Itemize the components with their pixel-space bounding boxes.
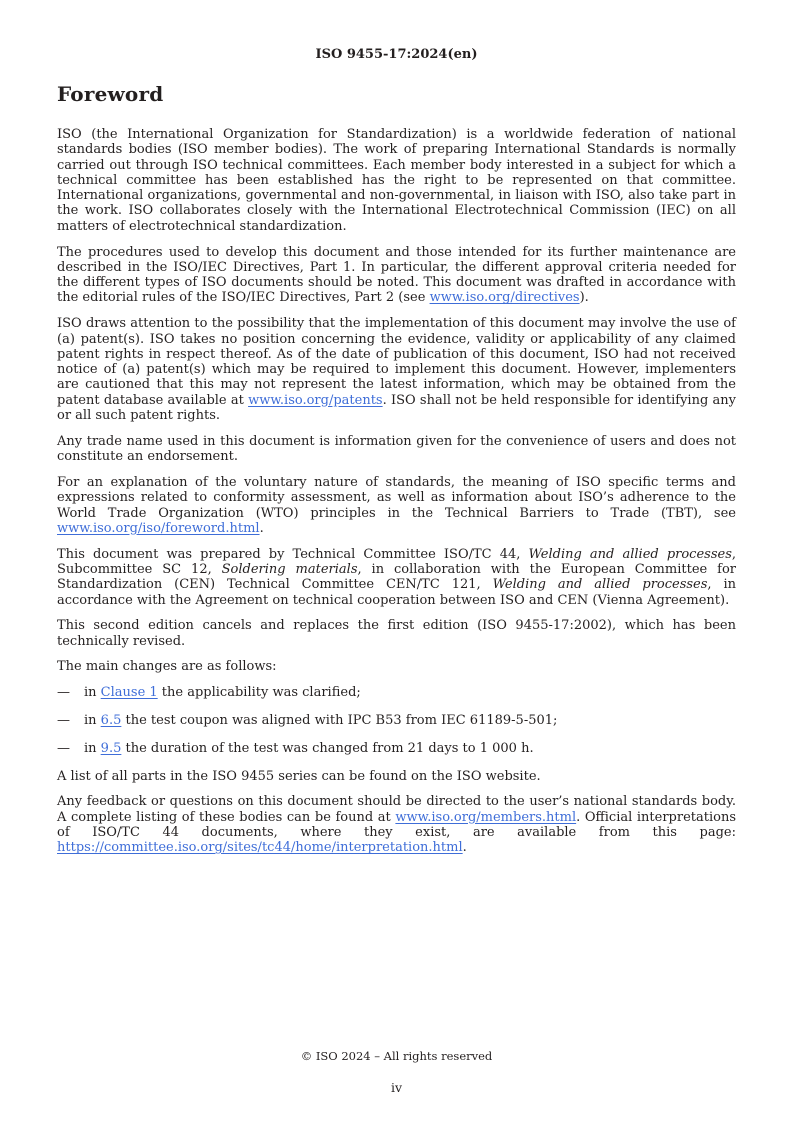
text-run: Any trade name used in this document is information given for the convenience of users and does not constitute an endorsement. bbox=[57, 433, 736, 465]
text-run: the test coupon was aligned with IPC B53 from IEC 61189-5-501; bbox=[121, 713, 558, 728]
text-run: A list of all parts in the ISO 9455 series can be found on the ISO website. bbox=[57, 768, 541, 784]
text-run: . ISO shall not be held responsible for identifying any or all such patent rights. bbox=[57, 392, 736, 424]
text-run: , in accordance with the Agreement on technical cooperation between ISO and CEN (Vienna Agreement). bbox=[57, 577, 737, 608]
dash-bullet: — bbox=[57, 740, 70, 756]
italic-text: Welding and allied processes bbox=[492, 577, 708, 593]
italic-text: Soldering materials bbox=[221, 561, 358, 577]
text-run: ). bbox=[579, 290, 589, 306]
footer-copyright: © ISO 2024 – All rights reserved bbox=[300, 1049, 493, 1063]
text-run: This document was prepared by Technical Committee ISO/TC 44, bbox=[57, 546, 529, 562]
list-item bbox=[57, 741, 736, 756]
text-run: Any feedback or questions on this document should be directed to the user’s national standards body. A complete listing of these bodies can be found at bbox=[57, 794, 736, 825]
link-iso-directives[interactable]: www.iso.org/directives bbox=[429, 290, 580, 306]
text-run: in bbox=[84, 740, 101, 756]
paragraph bbox=[57, 475, 736, 536]
text-run: , in collaboration with the European Committee for Standardization (CEN) Technical Committee CEN/TC 121, bbox=[57, 561, 736, 593]
paragraph bbox=[57, 127, 736, 234]
link-iso-foreword[interactable]: www.iso.org/iso/foreword.html bbox=[57, 520, 260, 536]
text-run: The main changes are as follows: bbox=[57, 659, 277, 675]
text-run: the applicability was clarified; bbox=[157, 685, 361, 701]
list-item bbox=[57, 685, 736, 700]
text-run: ISO draws attention to the possibility that the implementation of this document may involve the use of (a) patent(s). ISO takes no position concerning the evidence, validity or applicability of any claimed patent rights in respect thereof. As of the date of publication of this document, ISO had not received notice of (a) patent(s) which may be required to implement this document. However, implementers are cautioned that this may not represent the latest information, which may be obtained from the patent database available at bbox=[57, 316, 736, 408]
text-run: in bbox=[84, 685, 101, 701]
text-run: in bbox=[84, 713, 101, 728]
running-header: ISO 9455-17:2024(en) bbox=[315, 47, 478, 62]
text-run: , Subcommittee SC 12, bbox=[57, 546, 737, 577]
text-run: For an explanation of the voluntary nature of standards, the meaning of ISO specific terms and expressions related to conformity assessment, as well as information about ISO’s adherence to the World Trade Organization (WTO) principles in the Technical Barriers to Trade (TBT), see bbox=[57, 474, 736, 521]
link-6-5[interactable]: 6.5 bbox=[100, 713, 122, 728]
text-run: the duration of the test was changed from 21 days to 1 000 h. bbox=[121, 740, 534, 756]
text-run: . bbox=[259, 520, 264, 536]
paragraph bbox=[57, 659, 736, 674]
page-number: iv bbox=[390, 1080, 403, 1095]
text-run: The procedures used to develop this document and those intended for its further maintenance are described in the ISO/IEC Directives, Part 1. In particular, the different approval criteria needed for the different types of ISO documents should be noted. This document was drafted in accordance with the editorial rules of the ISO/IEC Directives, Part 2 (see bbox=[57, 244, 736, 306]
dash-bullet: — bbox=[57, 713, 70, 728]
link-tc44-interpretation[interactable]: https://committee.iso.org/sites/tc44/home/interpretation.html bbox=[57, 840, 463, 856]
list-item-text bbox=[84, 741, 736, 756]
paragraph bbox=[57, 769, 736, 784]
link-iso-members[interactable]: www.iso.org/members.html bbox=[395, 809, 577, 825]
paragraph bbox=[57, 245, 736, 306]
paragraph bbox=[57, 618, 736, 649]
italic-text: Welding and allied processes bbox=[528, 546, 732, 562]
text-run: ISO (the International Organization for Standardization) is a worldwide federation of national standards bodies (ISO member bodies). The work of preparing International Standards is normally carried out through ISO technical committees. Each member body interested in a subject for which a technical committee has been established has the right to be represented on that committee. International organizations, governmental and non-governmental, in liaison with ISO, also take part in the work. ISO collaborates closely with the International Electrotechnical Commission (IEC) on all matters of electrotechnical standardization. bbox=[57, 127, 736, 234]
page-title: Foreword bbox=[57, 82, 164, 106]
link-iso-patents[interactable]: www.iso.org/patents bbox=[248, 392, 383, 408]
text-run: . bbox=[462, 840, 467, 856]
paragraph bbox=[57, 794, 736, 855]
list-item-text bbox=[84, 685, 736, 700]
list-item bbox=[57, 713, 736, 728]
text-run: . Official interpretations of ISO/TC 44 documents, where they exist, are available from this page: bbox=[57, 809, 736, 840]
link-clause-1[interactable]: Clause 1 bbox=[100, 685, 158, 701]
paragraph bbox=[57, 434, 736, 465]
link-9-5[interactable]: 9.5 bbox=[100, 740, 122, 756]
dash-bullet: — bbox=[57, 685, 70, 701]
paragraph bbox=[57, 316, 736, 423]
list-item-text bbox=[84, 713, 736, 728]
text-run: This second edition cancels and replaces the first edition (ISO 9455-17:2002), which has been technically revised. bbox=[57, 618, 736, 649]
paragraph bbox=[57, 547, 736, 608]
document-body bbox=[57, 127, 736, 866]
